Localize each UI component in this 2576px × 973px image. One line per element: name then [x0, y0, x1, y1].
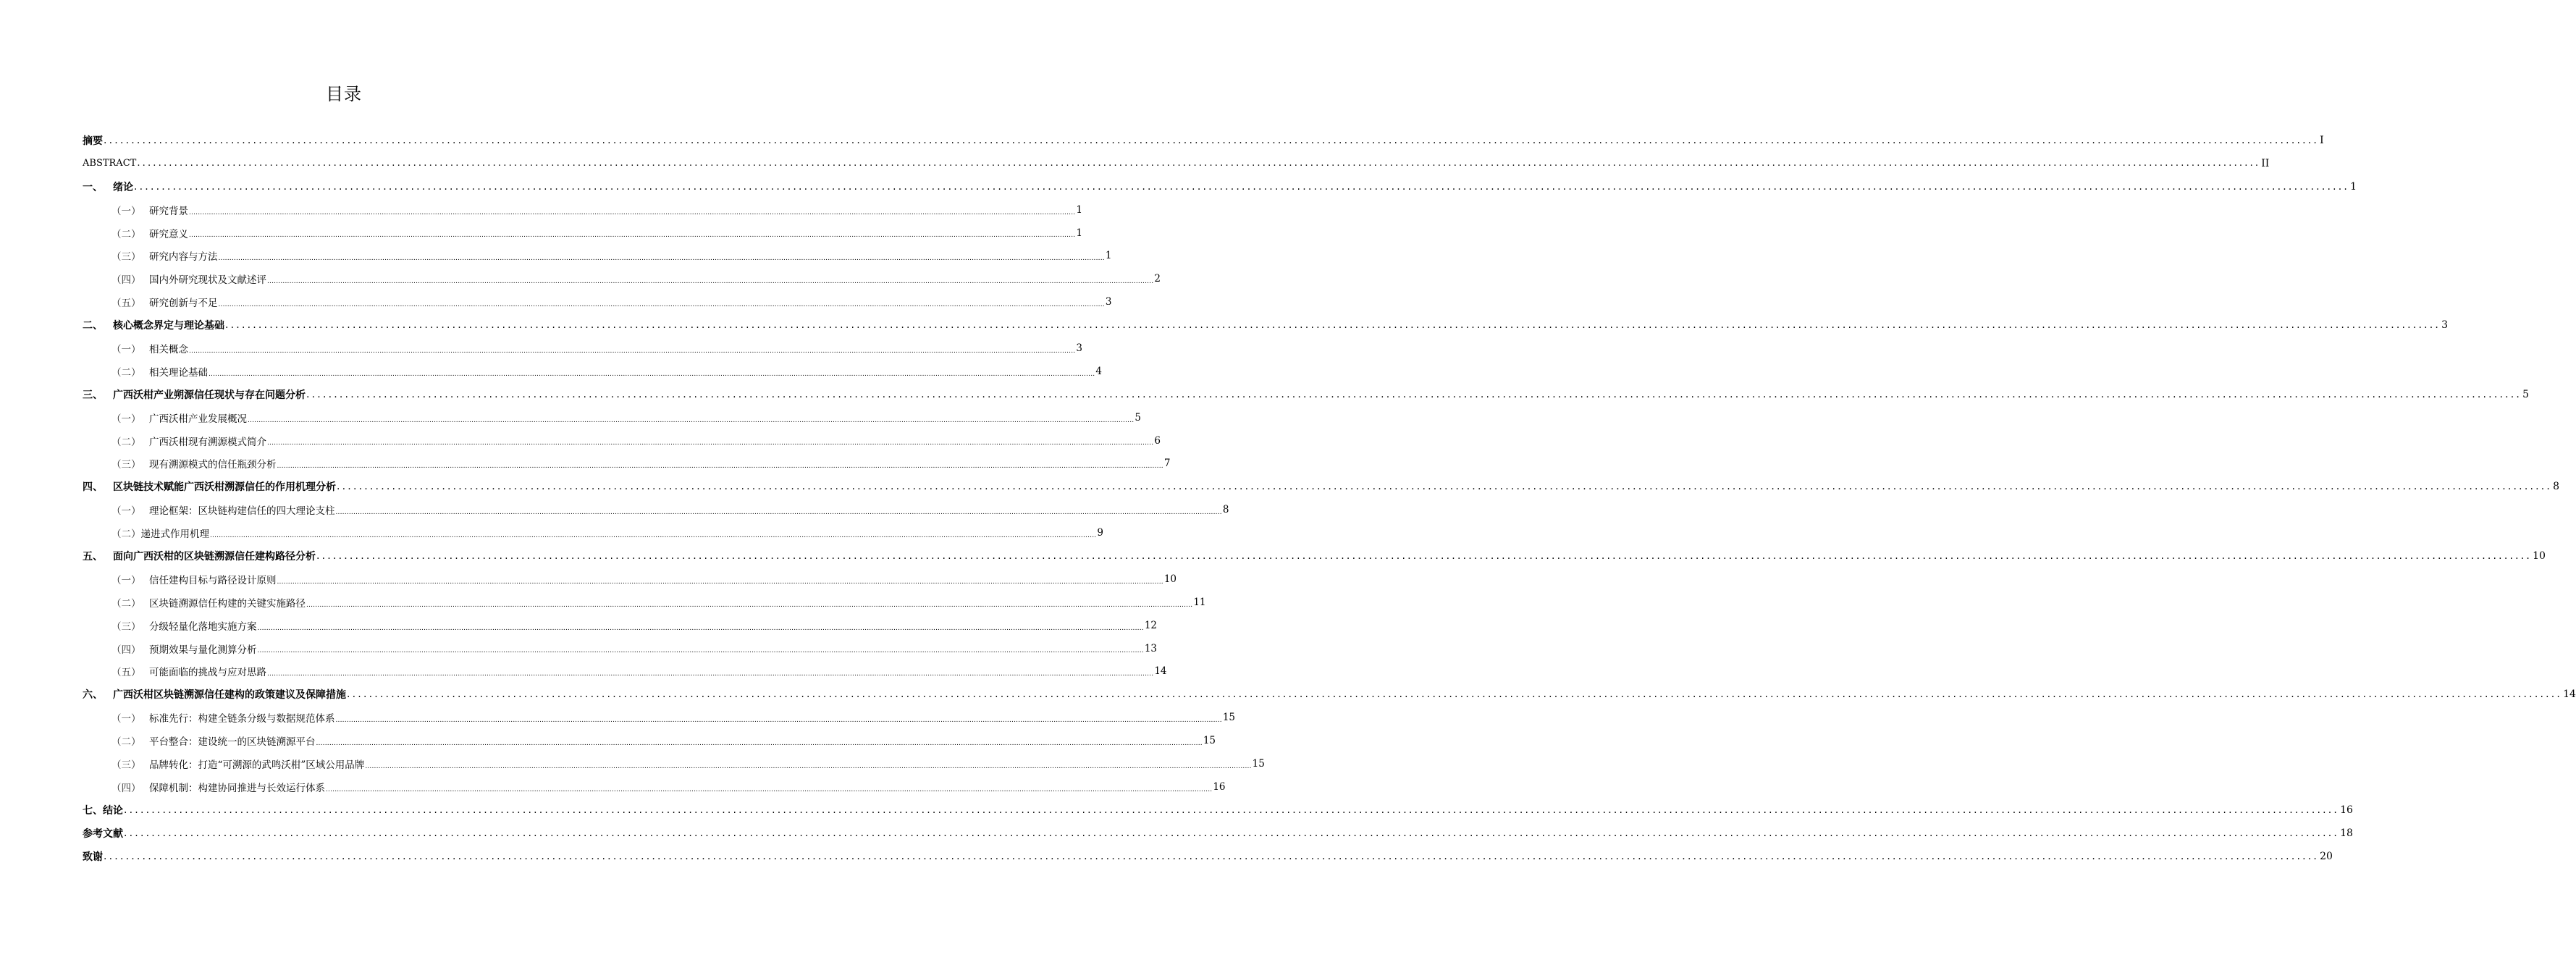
toc-leader: ................................................................................................................................................................................................................................................................................................................................................................................................................ — [104, 134, 2320, 146]
toc-entry-page: 9 — [1097, 527, 1103, 539]
toc-entry-text: 面向广西沃柑的区块链溯源信任建构路径分析 — [113, 550, 316, 563]
toc-entry-page: 4 — [1095, 365, 1102, 377]
toc-entry-text: 品牌转化：打造“可溯源的武鸣沃柑”区域公用品牌 — [149, 759, 365, 771]
toc-entry-number: 三、 — [83, 389, 103, 401]
toc-entry-text: 参考文献 — [83, 827, 123, 840]
toc-entry-page: 14 — [1154, 665, 1167, 678]
toc-subentry[interactable] — [83, 637, 1158, 660]
toc-entry-number: （四） — [111, 644, 141, 656]
toc-entry-number: （三） — [111, 251, 141, 264]
toc-entry-page: 20 — [2320, 850, 2333, 862]
toc-entry-number: （一） — [111, 505, 141, 518]
toc-entry-page: 10 — [2533, 549, 2546, 562]
toc-entry-page: 6 — [1154, 434, 1161, 447]
toc-subentry[interactable] — [83, 775, 1226, 799]
toc-entry-page: 2 — [1154, 273, 1161, 285]
toc-leader: ................................................................................................................................................................................................................................................................................................................................................................................................................ — [267, 670, 1154, 678]
toc-leader: ................................................................................................................................................................................................................................................................................................................................................................................................................ — [210, 532, 1097, 540]
toc-entry-page: 3 — [2441, 319, 2448, 332]
toc-leader: ................................................................................................................................................................................................................................................................................................................................................................................................................ — [267, 278, 1154, 286]
toc-entry-page: 15 — [1203, 735, 1216, 747]
toc-subentry[interactable] — [83, 614, 1158, 637]
toc-entry-number: （二） — [111, 597, 141, 610]
toc-entry-text: 研究创新与不足 — [149, 298, 218, 310]
toc-entry-number: （二） — [111, 436, 141, 448]
toc-subentry[interactable] — [83, 498, 1229, 521]
toc-leader: ................................................................................................................................................................................................................................................................................................................................................................................................................ — [337, 481, 2553, 493]
toc-leader: ................................................................................................................................................................................................................................................................................................................................................................................................................ — [306, 601, 1193, 609]
toc-entry[interactable] — [83, 799, 2353, 822]
toc-entry-text: 广西沃柑区块链溯源信任建构的政策建议及保障措施 — [113, 689, 346, 702]
toc-entry-text: 相关理论基础 — [149, 366, 208, 379]
toc-leader: ................................................................................................................................................................................................................................................................................................................................................................................................................ — [277, 463, 1163, 471]
toc-leader: ................................................................................................................................................................................................................................................................................................................................................................................................................ — [218, 255, 1105, 263]
toc-entry-page: 8 — [2553, 481, 2559, 493]
toc-leader: ................................................................................................................................................................................................................................................................................................................................................................................................................ — [335, 509, 1222, 517]
toc-entry-number: （三） — [111, 759, 141, 771]
toc-subentry[interactable] — [83, 429, 1161, 452]
toc-entry-page: 7 — [1163, 458, 1171, 470]
toc-leader: ................................................................................................................................................................................................................................................................................................................................................................................................................ — [248, 416, 1135, 424]
toc-entry-text: 致谢 — [83, 851, 103, 863]
toc-entry-number: （四） — [111, 782, 141, 794]
toc-subentry[interactable] — [83, 452, 1171, 475]
toc-subentry[interactable] — [83, 729, 1216, 752]
toc-entry[interactable] — [83, 475, 2559, 498]
toc-entry-page: 3 — [1076, 342, 1082, 354]
toc-entry-page: 1 — [2350, 180, 2357, 193]
toc-entry-text: 区块链溯源信任构建的关键实施路径 — [149, 597, 306, 610]
toc-entry-text: 绪论 — [113, 181, 133, 193]
toc-leader: ................................................................................................................................................................................................................................................................................................................................................................................................................ — [316, 549, 2533, 562]
toc-entry-text: 信任建构目标与路径设计原则 — [149, 574, 277, 586]
toc-subentry[interactable] — [83, 222, 1082, 245]
toc-leader: ................................................................................................................................................................................................................................................................................................................................................................................................................ — [134, 180, 2350, 193]
toc-subentry[interactable] — [83, 660, 1167, 683]
toc-subentry[interactable] — [83, 752, 1265, 775]
toc-entry-page: 1 — [1105, 250, 1112, 262]
toc-entry[interactable] — [83, 152, 2270, 175]
toc-entry-page: 12 — [1144, 619, 1158, 631]
toc-leader: ................................................................................................................................................................................................................................................................................................................................................................................................................ — [347, 688, 2563, 701]
toc-entry[interactable] — [83, 822, 2353, 845]
toc-leader: ................................................................................................................................................................................................................................................................................................................................................................................................................ — [365, 762, 1252, 770]
toc-subentry[interactable] — [83, 267, 1161, 290]
toc-subentry[interactable] — [83, 290, 1112, 313]
toc-entry-number: （一） — [111, 574, 141, 586]
toc-entry-number: （四） — [111, 274, 141, 287]
toc-leader: ................................................................................................................................................................................................................................................................................................................................................................................................................ — [137, 158, 2261, 169]
toc-entry-page: 18 — [2340, 827, 2353, 839]
toc-entry[interactable] — [83, 313, 2448, 337]
toc-entry-number: （二） — [111, 228, 141, 240]
toc-leader: ................................................................................................................................................................................................................................................................................................................................................................................................................ — [189, 208, 1076, 216]
toc-entry-text: ABSTRACT — [83, 158, 137, 169]
toc-subentry[interactable] — [83, 198, 1082, 222]
toc-entry-text: 摘要 — [83, 135, 103, 147]
toc-subentry[interactable] — [83, 337, 1082, 360]
toc-entry-text: 现有溯源模式的信任瓶颈分析 — [149, 459, 277, 471]
toc-entry-page: 13 — [1144, 642, 1158, 654]
toc-entry-text: 预期效果与量化测算分析 — [149, 644, 257, 656]
toc-entry[interactable] — [83, 544, 2546, 568]
toc-entry-text: 国内外研究现状及文献述评 — [149, 274, 266, 287]
toc-entry-number: （一） — [111, 205, 141, 217]
toc-entry[interactable] — [83, 683, 2576, 706]
toc-entry-text: 区块链技术赋能广西沃柑溯源信任的作用机理分析 — [113, 481, 336, 494]
toc-entry-text: 核心概念界定与理论基础 — [113, 320, 224, 332]
toc-entry-page: 16 — [1213, 780, 1226, 793]
toc-subentry[interactable] — [83, 706, 1236, 729]
toc-entry-page: 5 — [2522, 388, 2529, 400]
toc-subentry[interactable] — [83, 568, 1177, 591]
toc-entry-text: 相关概念 — [149, 343, 188, 355]
toc-entry-page: 14 — [2563, 688, 2576, 701]
toc-entry-text: 七、结论 — [83, 804, 123, 817]
toc-leader: ................................................................................................................................................................................................................................................................................................................................................................................................................ — [306, 388, 2522, 400]
toc-entry-text: 分级轻量化落地实施方案 — [149, 620, 257, 633]
toc-entry-number: 五、 — [83, 550, 103, 563]
toc-entry-page: 1 — [1076, 203, 1082, 216]
toc-leader: ................................................................................................................................................................................................................................................................................................................................................................................................................ — [104, 850, 2320, 862]
toc-entry-page: 16 — [2340, 804, 2353, 816]
toc-entry-number: （一） — [111, 713, 141, 725]
toc-entry-number: （五） — [111, 298, 141, 310]
toc-entry-page: 1 — [1076, 227, 1082, 239]
toc-entry-number: （二） — [111, 736, 141, 749]
toc-entry-number: （一） — [111, 413, 141, 425]
toc-entry-page: 8 — [1222, 504, 1229, 516]
toc-entry[interactable] — [83, 845, 2333, 868]
toc-entry-text: 可能面临的挑战与应对思路 — [149, 667, 266, 679]
toc-leader: ................................................................................................................................................................................................................................................................................................................................................................................................................ — [189, 347, 1076, 355]
toc-leader: ................................................................................................................................................................................................................................................................................................................................................................................................................ — [124, 827, 2340, 839]
toc-list — [83, 129, 2576, 868]
toc-leader: ................................................................................................................................................................................................................................................................................................................................................................................................................ — [316, 740, 1203, 748]
toc-entry-text: 递进式作用机理 — [140, 528, 209, 541]
toc-leader: ................................................................................................................................................................................................................................................................................................................................................................................................................ — [209, 370, 1095, 378]
toc-entry-text: 平台整合：建设统一的区块链溯源平台 — [149, 736, 316, 749]
toc-entry-number: （二） — [111, 366, 141, 379]
toc-entry-number: （三） — [111, 620, 141, 633]
toc-leader: ................................................................................................................................................................................................................................................................................................................................................................................................................ — [257, 647, 1144, 655]
toc-entry[interactable] — [83, 175, 2357, 198]
toc-entry-number: 一、 — [83, 181, 103, 193]
toc-entry-number: （一） — [111, 343, 141, 355]
toc-title: 目录 — [326, 84, 362, 104]
toc-entry-number: 六、 — [83, 689, 103, 702]
toc-entry-page: 10 — [1163, 573, 1177, 585]
toc-entry[interactable] — [83, 383, 2529, 406]
toc-entry-page: 5 — [1135, 411, 1141, 424]
toc-subentry[interactable] — [83, 591, 1206, 614]
toc-subentry[interactable] — [83, 521, 1103, 544]
toc-subentry[interactable] — [83, 360, 1102, 383]
toc-entry-text: 广西沃柑现有溯源模式简介 — [149, 436, 266, 448]
toc-subentry[interactable] — [83, 406, 1141, 429]
toc-entry-text: 理论框架：区块链构建信任的四大理论支柱 — [149, 505, 335, 518]
toc-leader: ................................................................................................................................................................................................................................................................................................................................................................................................................ — [277, 578, 1163, 586]
toc-leader: ................................................................................................................................................................................................................................................................................................................................................................................................................ — [267, 439, 1154, 447]
toc-entry-number: （二） — [111, 528, 141, 541]
toc-subentry[interactable] — [83, 244, 1112, 267]
toc-leader: ................................................................................................................................................................................................................................................................................................................................................................................................................ — [225, 319, 2441, 332]
toc-entry-text: 标准先行：构建全链条分级与数据规范体系 — [149, 713, 335, 725]
toc-leader: ................................................................................................................................................................................................................................................................................................................................................................................................................ — [257, 624, 1144, 632]
toc-entry-number: （五） — [111, 667, 141, 679]
toc-leader: ................................................................................................................................................................................................................................................................................................................................................................................................................ — [335, 717, 1222, 725]
toc-leader: ................................................................................................................................................................................................................................................................................................................................................................................................................ — [326, 785, 1213, 793]
toc-leader: ................................................................................................................................................................................................................................................................................................................................................................................................................ — [189, 232, 1076, 240]
toc-leader: ................................................................................................................................................................................................................................................................................................................................................................................................................ — [124, 804, 2340, 816]
toc-entry-text: 研究背景 — [149, 205, 188, 217]
toc-entry[interactable] — [83, 129, 2324, 152]
toc-entry-text: 广西沃柑产业发展概况 — [149, 413, 247, 425]
toc-entry-number: 四、 — [83, 481, 103, 494]
toc-entry-text: 研究内容与方法 — [149, 251, 218, 264]
toc-entry-number: 二、 — [83, 320, 103, 332]
toc-entry-number: （三） — [111, 459, 141, 471]
toc-entry-page: I — [2320, 134, 2324, 146]
toc-entry-page: II — [2261, 157, 2270, 169]
toc-leader: ................................................................................................................................................................................................................................................................................................................................................................................................................ — [218, 301, 1105, 309]
toc-entry-text: 保障机制：构建协同推进与长效运行体系 — [149, 782, 325, 794]
toc-entry-page: 15 — [1252, 757, 1265, 770]
toc-entry-text: 广西沃柑产业朔源信任现状与存在问题分析 — [113, 389, 306, 401]
toc-entry-page: 3 — [1105, 296, 1112, 308]
toc-entry-text: 研究意义 — [149, 228, 188, 240]
toc-entry-page: 15 — [1222, 712, 1236, 724]
toc-entry-page: 11 — [1193, 596, 1206, 608]
